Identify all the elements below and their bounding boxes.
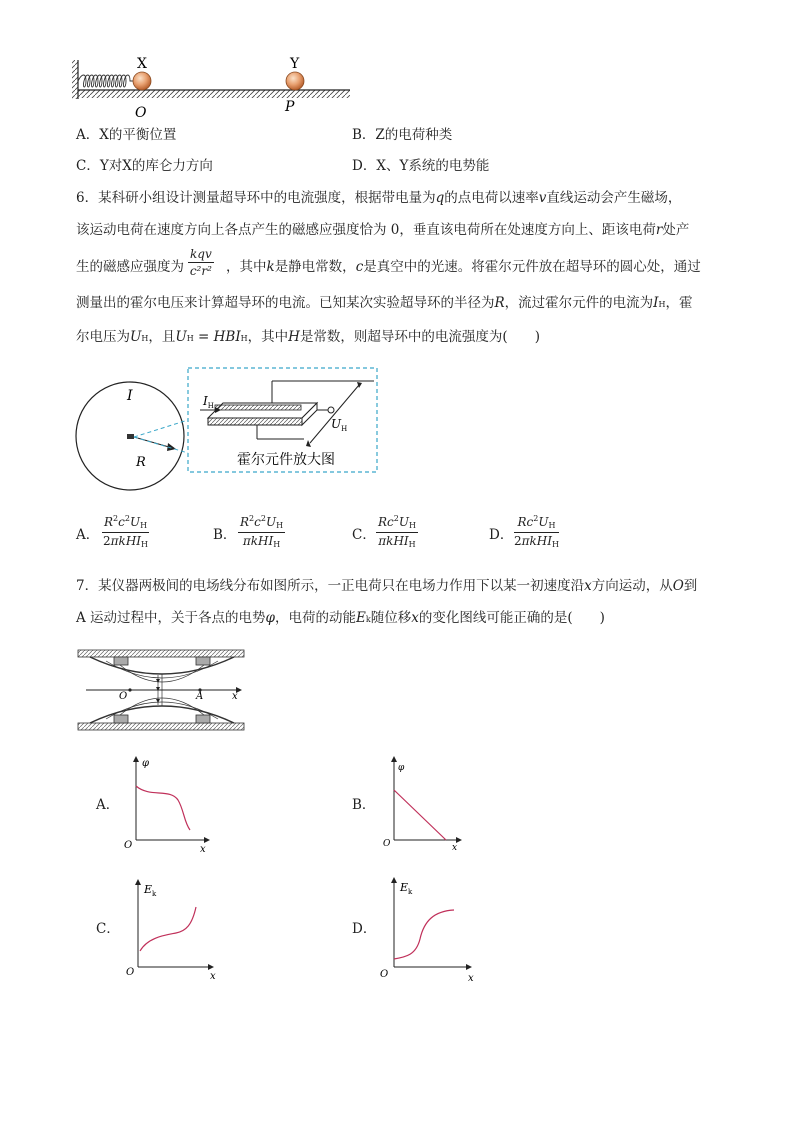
- x-label: x: [452, 843, 458, 853]
- label-p: P: [285, 99, 295, 115]
- label-i: I: [127, 388, 133, 404]
- phi-line-b: [394, 790, 446, 840]
- label-o: O: [135, 105, 147, 120]
- bottom-plate: [78, 723, 244, 730]
- q6-option-b-letter[interactable]: B．: [213, 527, 237, 543]
- top-plate: [78, 650, 244, 657]
- q6-option-a-fraction[interactable]: $R^2c^2UH$ 2πkHIH: [103, 514, 149, 549]
- phi-curve-a: [136, 786, 190, 830]
- q6-option-a-letter[interactable]: A．: [76, 527, 100, 543]
- ek-curve-c: [140, 907, 196, 951]
- label-a: A: [196, 691, 204, 702]
- y-label: $E_k$: [144, 883, 157, 898]
- q6-line-3b: ，其中k是静电常数，c是真空中的光速。将霍尔元件放在超导环的圆心处，通过: [226, 259, 701, 275]
- q6-option-c-letter[interactable]: C．: [352, 527, 376, 543]
- x-label: x: [200, 844, 206, 855]
- q7-line-1: 7．某仪器两极间的电场线分布如图所示，一正电荷只在电场力作用下以某一初速度沿x方向运动，从O到: [76, 578, 698, 594]
- q7-option-d-graph[interactable]: [376, 875, 480, 983]
- q6-line-5: 尔电压为UH，且UH = HBIH，其中H是常数，则超导环中的电流强度为( ): [76, 329, 540, 345]
- q6-line-1: 6．某科研小组设计测量超导环中的电流强度，根据带电量为q的点电荷以速率v直线运动会产生磁场，: [76, 190, 682, 206]
- y-label: $E_k$: [400, 881, 413, 896]
- field-formula: kqv c²r²: [189, 247, 212, 278]
- q6-line-2: 该运动电荷在速度方向上各点产生的磁感应强度恰为 0，垂直该电荷所在处速度方向上、距该电荷r处产: [76, 222, 690, 238]
- label-ih: $I_H$: [203, 394, 214, 410]
- sphere-y: [286, 72, 304, 90]
- label-x: x: [232, 691, 238, 702]
- magnified-caption: 霍尔元件放大图: [237, 452, 335, 468]
- spring: [78, 75, 133, 87]
- origin-label: O: [124, 840, 133, 851]
- q7-option-a-letter[interactable]: A．: [96, 797, 120, 813]
- q6-option-d-letter[interactable]: D．: [489, 527, 514, 543]
- wall: [72, 60, 78, 99]
- label-o: O: [119, 691, 128, 702]
- electrode-field-figure: [76, 647, 246, 733]
- floor: [78, 90, 350, 98]
- sphere-x: [133, 72, 151, 90]
- q7-option-c-graph[interactable]: [120, 877, 222, 983]
- q6-option-b-fraction[interactable]: $R^2c^2UH$ πkHIH: [240, 514, 284, 549]
- origin-label: O: [383, 839, 391, 849]
- label-r: R: [136, 455, 146, 470]
- label-x: X: [137, 56, 147, 72]
- q6-option-c-fraction[interactable]: Rc$^2$UH πkHIH: [378, 514, 416, 549]
- q5-option-a[interactable]: A．X的平衡位置: [76, 127, 177, 143]
- q7-option-b-graph[interactable]: [378, 756, 474, 856]
- y-label: φ: [398, 763, 405, 773]
- superconducting-ring-figure: [72, 363, 384, 493]
- origin-label: O: [126, 967, 135, 978]
- q7-option-c-letter[interactable]: C．: [96, 921, 120, 937]
- q6-line-3: 生的磁感应强度为: [76, 259, 184, 275]
- q7-option-d-letter[interactable]: D．: [352, 921, 377, 937]
- label-uh: $U_H$: [331, 417, 348, 433]
- ek-curve-d: [394, 910, 454, 959]
- origin-label: O: [380, 969, 389, 980]
- spring-spheres-figure: [70, 55, 360, 120]
- q5-option-d[interactable]: D．X、Y系统的电势能: [352, 158, 490, 174]
- label-y: Y: [290, 56, 300, 72]
- y-label: φ: [142, 758, 150, 769]
- q7-option-b-letter[interactable]: B．: [352, 797, 376, 813]
- q7-line-2: A 运动过程中，关于各点的电势φ，电荷的动能Ek随位移x的变化图线可能正确的是( ): [76, 610, 605, 626]
- q6-line-4: 测量出的霍尔电压来计算超导环的电流。已知某次实验超导环的半径为R，流过霍尔元件的电流为IH，霍: [76, 295, 693, 311]
- x-label: x: [468, 973, 474, 983]
- x-label: x: [210, 971, 216, 982]
- q5-option-b[interactable]: B．Z的电荷种类: [352, 127, 453, 143]
- q6-option-d-fraction[interactable]: Rc$^2$UH 2πkHIH: [514, 514, 559, 549]
- hall-element-small: [127, 434, 134, 439]
- q5-option-c[interactable]: C．Y对X的库仑力方向: [76, 158, 213, 174]
- q7-option-a-graph[interactable]: [120, 756, 216, 856]
